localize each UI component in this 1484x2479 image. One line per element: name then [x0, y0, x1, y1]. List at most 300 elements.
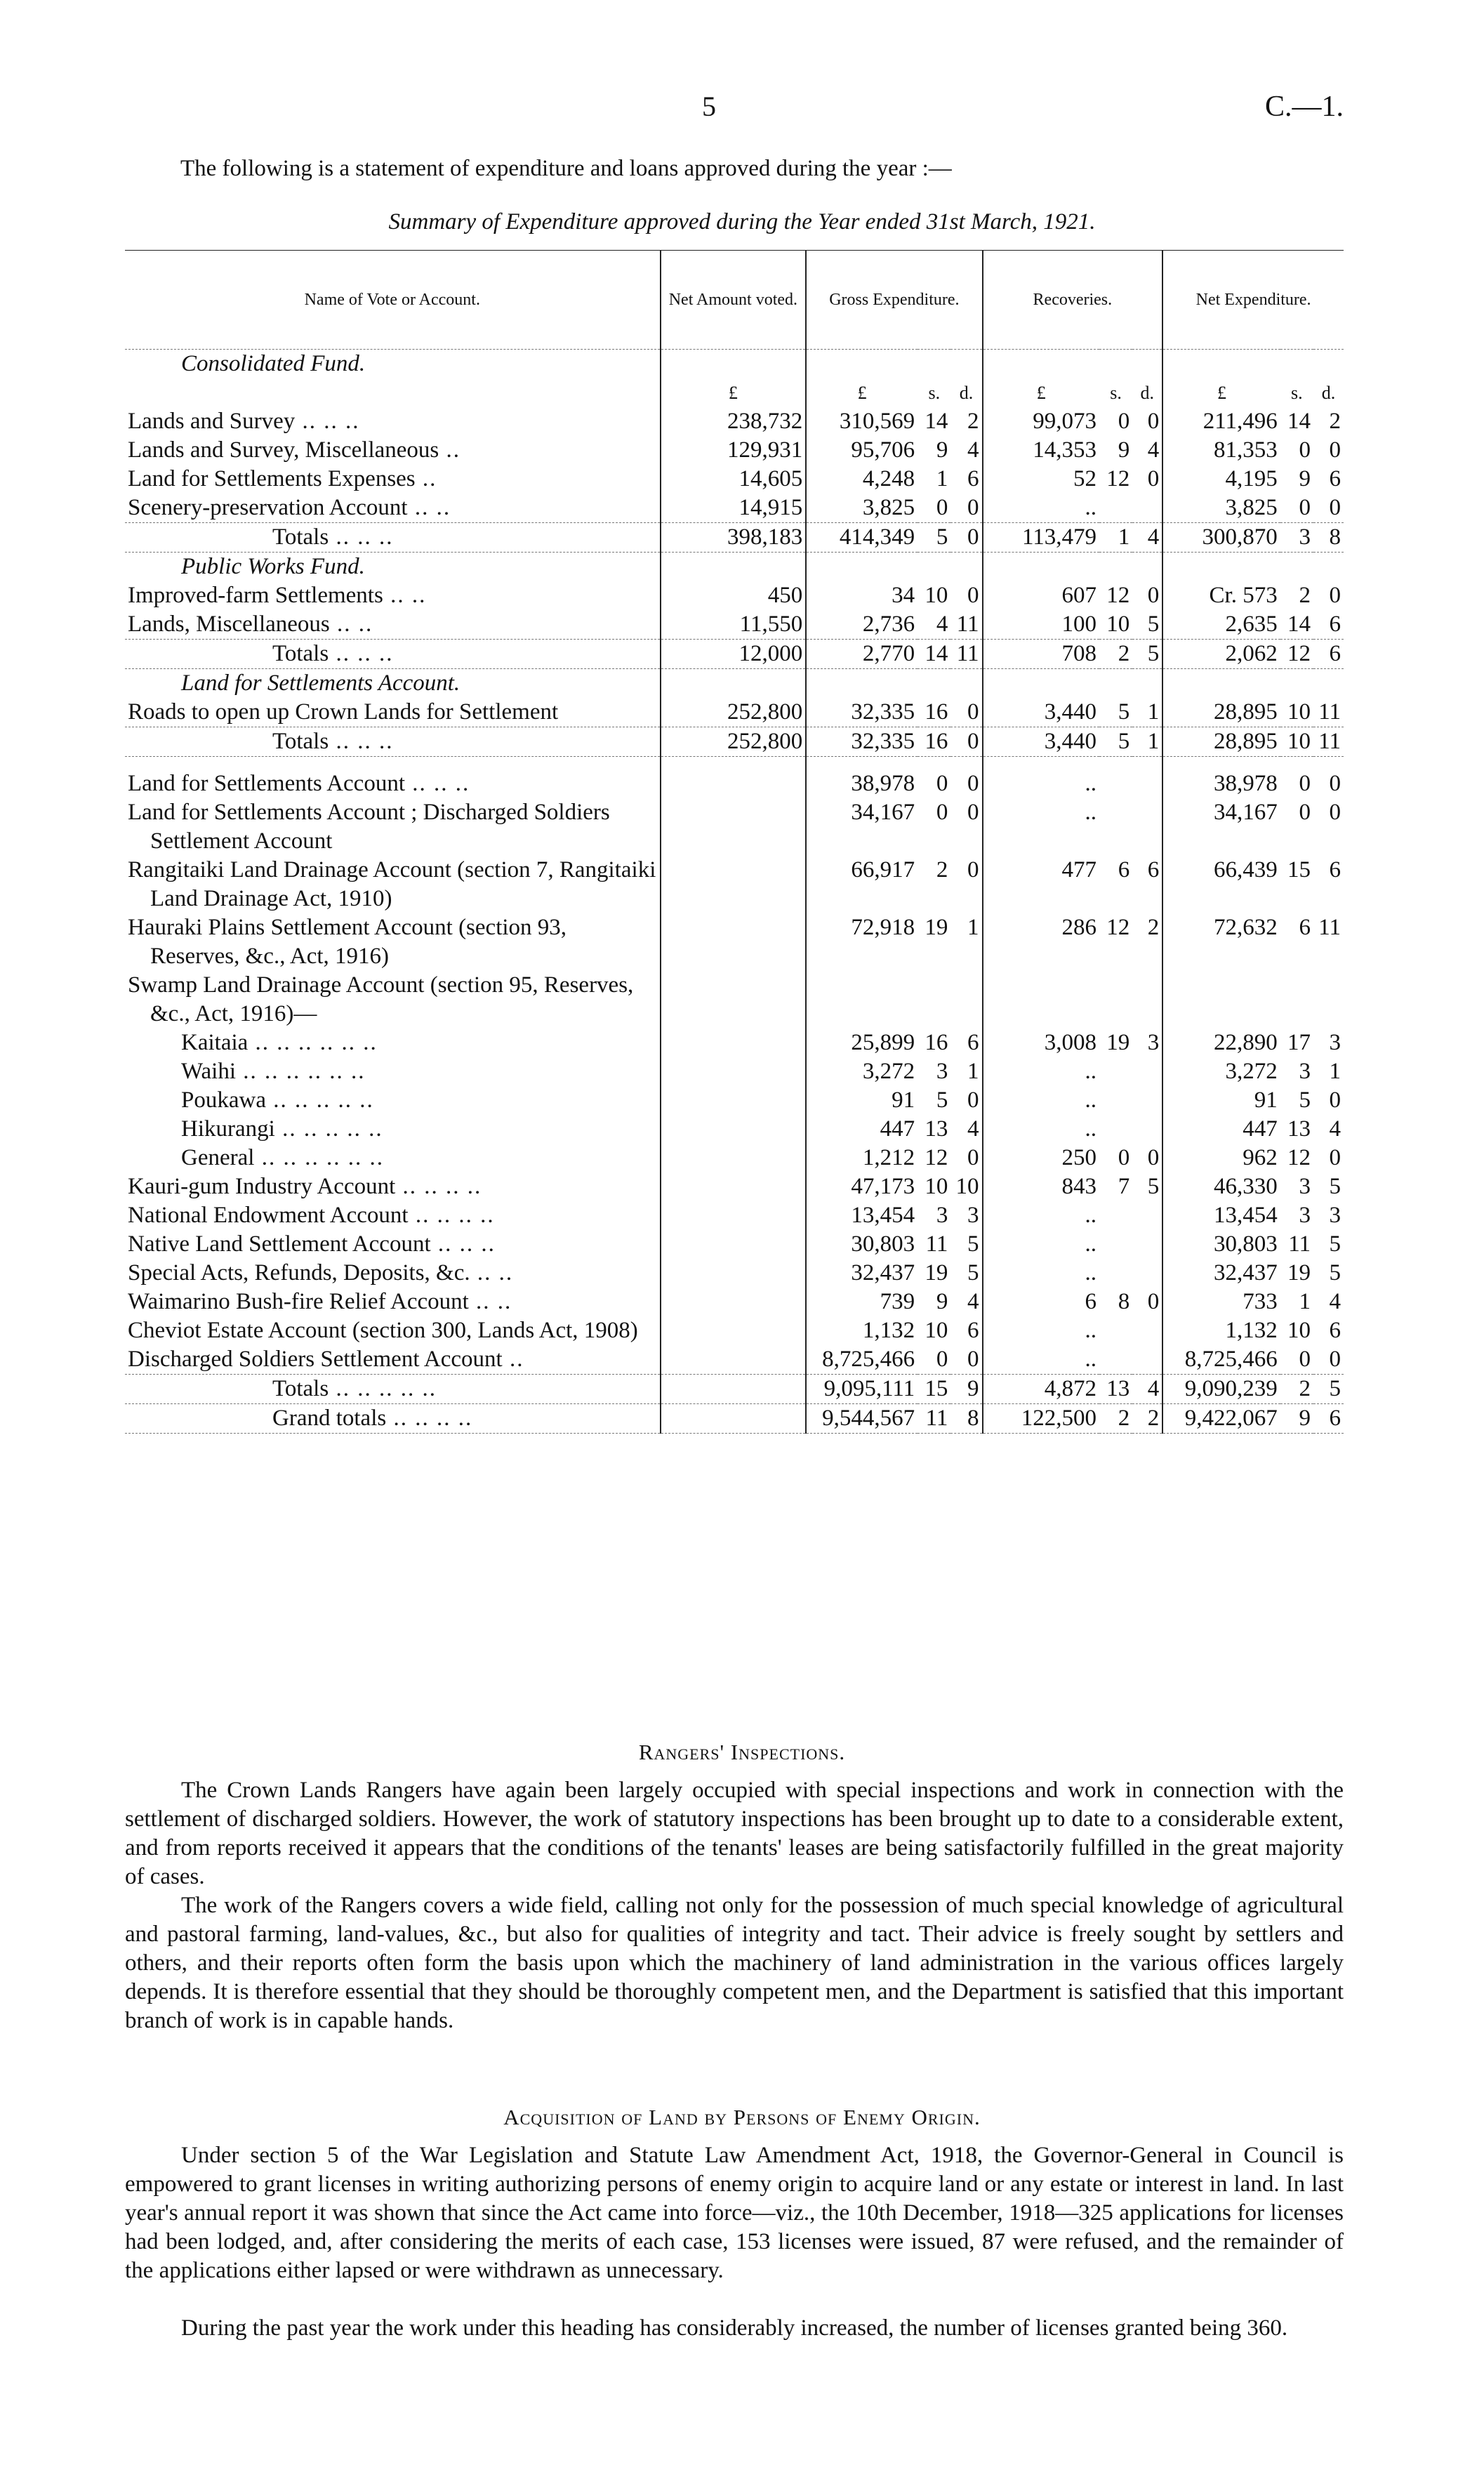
shillings-cell: 3 — [1299, 1174, 1311, 1199]
pence-cell: 9 — [950, 1375, 982, 1404]
pence-cell: 5 — [1132, 640, 1162, 669]
dot-leader: .. .. .. .. — [408, 1203, 495, 1228]
pounds-cell: 477 — [983, 856, 1099, 913]
header-name: Name of Vote or Account. — [125, 251, 661, 350]
empty-cell — [1280, 757, 1313, 770]
row-label — [125, 610, 661, 640]
shillings-cell: 2 — [1099, 640, 1132, 669]
shillings-cell: 19 — [1287, 1260, 1311, 1285]
shillings-cell: 9 — [936, 437, 948, 463]
dot-leader: .. — [415, 466, 437, 491]
pounds-cell: 3,272 — [806, 1057, 917, 1086]
row-label-text: Swamp Land Drainage Account (section 95, Reserves, &c., Act, 1916)— — [128, 972, 634, 1026]
dot-leader: .. .. .. .. .. .. — [248, 1030, 378, 1055]
pounds-cell: .. — [983, 1259, 1099, 1288]
shillings-cell: 15 — [917, 1375, 950, 1404]
pence-cell — [1132, 1057, 1162, 1086]
row-label-text: Special Acts, Refunds, Deposits, &c. — [128, 1260, 470, 1285]
section-title-row — [125, 553, 1344, 582]
pence-cell: 0 — [1147, 409, 1160, 434]
pence-cell: 1 — [1329, 1059, 1341, 1084]
pence-cell: 2 — [967, 409, 979, 434]
table-row — [125, 1115, 1344, 1144]
pence-cell — [1132, 1086, 1162, 1115]
net-voted-cell — [661, 1029, 807, 1057]
pounds-cell: 66,439 — [1162, 856, 1280, 913]
unit-shillings: s. — [928, 383, 941, 403]
header-net-voted: Net Amount voted. — [661, 251, 807, 350]
table-row — [125, 1057, 1344, 1086]
pounds-cell: 66,917 — [806, 856, 917, 913]
pounds-cell: 1,212 — [806, 1144, 917, 1172]
empty-cell — [1162, 553, 1280, 582]
unit-pound: £ — [1162, 378, 1280, 407]
pence-cell: 0 — [1329, 771, 1341, 796]
table-row — [125, 1230, 1344, 1259]
pence-cell: 11 — [956, 612, 979, 637]
pounds-cell: 3,272 — [1162, 1057, 1280, 1086]
pounds-cell: 30,803 — [1162, 1230, 1280, 1259]
pence-cell: 4 — [1132, 523, 1162, 553]
table-row — [125, 1086, 1344, 1115]
pence-cell: 4 — [1329, 1116, 1341, 1142]
pounds-cell: 34 — [806, 581, 917, 610]
pounds-cell: 9,095,111 — [806, 1375, 917, 1404]
empty-cell — [983, 350, 1099, 379]
pounds-cell: 122,500 — [983, 1404, 1099, 1434]
unit-pound: £ — [806, 378, 917, 407]
shillings-cell: 12 — [925, 1145, 948, 1170]
pounds-cell: 32,335 — [806, 698, 917, 727]
totals-row — [125, 727, 1344, 757]
pence-cell: 11 — [1318, 915, 1341, 940]
pence-cell: 8 — [950, 1404, 982, 1434]
row-label-text: Hauraki Plains Settlement Account (section 93, Reserves, &c., Act, 1916) — [128, 915, 567, 969]
pence-cell: 0 — [950, 523, 982, 553]
shillings-cell: 10 — [1106, 612, 1130, 637]
shillings-cell: 15 — [1287, 857, 1311, 882]
net-voted-cell — [661, 1230, 807, 1259]
pence-cell: 6 — [1329, 1318, 1341, 1343]
net-voted-cell — [661, 1404, 807, 1434]
table-row — [125, 1345, 1344, 1375]
net-voted-cell: 252,800 — [661, 727, 807, 757]
pounds-cell: 739 — [806, 1288, 917, 1316]
shillings-cell — [1099, 1086, 1132, 1115]
pence-cell: 0 — [967, 1145, 979, 1170]
pounds-cell: 38,978 — [1162, 769, 1280, 798]
pence-cell: 0 — [967, 1088, 979, 1113]
row-label — [125, 769, 661, 798]
row-label-text: Waimarino Bush-fire Relief Account — [128, 1289, 469, 1314]
section-title-row — [125, 350, 1344, 379]
totals-row — [125, 523, 1344, 553]
pounds-cell: .. — [983, 1230, 1099, 1259]
pounds-cell: 9,544,567 — [806, 1404, 917, 1434]
pence-cell: 6 — [1313, 640, 1344, 669]
shillings-cell — [1099, 1345, 1132, 1375]
dot-leader: .. .. — [383, 583, 427, 608]
table-header-row — [125, 251, 1344, 350]
pence-cell: 1 — [967, 915, 979, 940]
pounds-cell: 99,073 — [983, 407, 1099, 436]
shillings-cell: 10 — [925, 1318, 948, 1343]
shillings-cell: 11 — [925, 1231, 948, 1257]
shillings-cell: 17 — [1287, 1030, 1311, 1055]
empty-cell — [1099, 669, 1132, 699]
pence-cell: 0 — [967, 495, 979, 520]
pounds-cell: 3,825 — [1162, 494, 1280, 523]
pounds-cell: 2,736 — [806, 610, 917, 640]
shillings-cell: 2 — [1099, 1404, 1132, 1434]
pounds-cell: 310,569 — [806, 407, 917, 436]
pounds-cell: 32,437 — [806, 1259, 917, 1288]
pence-cell: 5 — [1147, 612, 1160, 637]
pence-cell: 0 — [1329, 1347, 1341, 1372]
pence-cell: 0 — [1147, 1145, 1160, 1170]
pence-cell: 5 — [1147, 1174, 1160, 1199]
pounds-cell — [806, 971, 917, 1029]
shillings-cell: 19 — [925, 1260, 948, 1285]
shillings-cell: 0 — [1118, 409, 1130, 434]
pounds-cell: 72,632 — [1162, 913, 1280, 971]
row-label — [125, 640, 661, 669]
pounds-cell: 81,353 — [1162, 436, 1280, 465]
net-voted-cell — [661, 553, 807, 582]
row-label — [125, 856, 661, 913]
pence-cell — [950, 971, 982, 1029]
pounds-cell: 13,454 — [806, 1201, 917, 1230]
page-number: 5 — [702, 91, 716, 122]
pence-cell — [1132, 971, 1162, 1029]
pounds-cell: 286 — [983, 913, 1099, 971]
net-voted-cell — [661, 1259, 807, 1288]
shillings-cell: 16 — [917, 727, 950, 757]
row-label-text: Kaitaia — [181, 1030, 249, 1055]
table-row — [125, 1201, 1344, 1230]
pence-cell: 11 — [1318, 699, 1341, 725]
pence-cell: 11 — [1313, 727, 1344, 757]
totals-row — [125, 640, 1344, 669]
empty-cell — [917, 669, 950, 699]
dot-leader: .. .. .. — [405, 771, 470, 796]
shillings-cell: 3 — [936, 1203, 948, 1228]
row-label-text: Roads to open up Crown Lands for Settlement — [128, 699, 559, 725]
spacer-row — [125, 757, 1344, 770]
pounds-cell: 46,330 — [1162, 1172, 1280, 1201]
shillings-cell — [1099, 769, 1132, 798]
totals-row — [125, 1375, 1344, 1404]
pence-cell: 0 — [1329, 800, 1341, 825]
row-label-text: General — [181, 1145, 255, 1170]
pounds-cell: 1,132 — [1162, 1316, 1280, 1345]
shillings-cell — [1099, 1057, 1132, 1086]
pence-cell: 5 — [1329, 1231, 1341, 1257]
net-voted-cell — [661, 1115, 807, 1144]
row-label-text: Native Land Settlement Account — [128, 1231, 431, 1257]
shillings-cell: 4 — [936, 612, 948, 637]
rangers-paragraph-2: The work of the Rangers covers a wide field, calling not only for the possession of much special knowledge of agricultural and pastoral farming, land-values, &c., but also for qualities of integrity and tact. Their advice is freely sought by settlers and others, and their reports often form the basis upon which the machinery of land administration in the various offices largely depends. It is therefore essential that they should be thoroughly competent men, and the Department is satisfied that this important branch of work is in capable hands. — [125, 1893, 1344, 2033]
pounds-cell: 38,978 — [806, 769, 917, 798]
pence-cell: 6 — [1329, 857, 1341, 882]
shillings-cell: 0 — [1118, 1145, 1130, 1170]
shillings-cell: 2 — [1299, 583, 1311, 608]
pounds-cell: 843 — [983, 1172, 1099, 1201]
shillings-cell: 13 — [1099, 1375, 1132, 1404]
empty-cell — [1132, 553, 1162, 582]
pence-cell — [1132, 1230, 1162, 1259]
empty-cell — [1099, 757, 1132, 770]
empty-cell — [917, 757, 950, 770]
shillings-cell: 9 — [1118, 437, 1130, 463]
pence-cell: 2 — [1132, 1404, 1162, 1434]
enemy-origin-paragraph-1: Under section 5 of the War Legislation and Statute Law Amendment Act, 1918, the Governor-General in Council is empowered to grant licenses in writing authorizing persons of enemy origin to acquire land or any estate or interest in land. In last year's annual report it was shown that since the Act came into force—viz., the 10th December, 1918—325 applications for licenses had been lodged, and, after considering the merits of each case, 153 licenses were issued, 87 were refused, and the remainder of the applications either lapsed or were withdrawn as unnecessary. — [125, 2143, 1344, 2283]
empty-cell — [1280, 553, 1313, 582]
pounds-cell: .. — [983, 798, 1099, 856]
net-voted-cell — [661, 350, 807, 379]
dot-leader: .. .. .. .. .. — [274, 1116, 383, 1142]
row-label-text: Totals — [272, 524, 329, 550]
shillings-cell: 14 — [1287, 612, 1311, 637]
pounds-cell: 32,335 — [806, 727, 917, 757]
pence-cell: 5 — [967, 1260, 979, 1285]
shillings-cell — [1099, 494, 1132, 523]
table-row — [125, 436, 1344, 465]
pence-cell: 0 — [1147, 1289, 1160, 1314]
net-voted-cell — [661, 913, 807, 971]
pounds-cell: Cr. 573 — [1162, 581, 1280, 610]
net-voted-cell: 14,605 — [661, 465, 807, 494]
unit-pence: d. — [1140, 383, 1154, 403]
shillings-cell: 10 — [925, 1174, 948, 1199]
shillings-cell: 11 — [917, 1404, 950, 1434]
shillings-cell: 13 — [925, 1116, 948, 1142]
dot-leader: .. .. .. .. .. — [329, 1376, 437, 1401]
pounds-cell: 25,899 — [806, 1029, 917, 1057]
shillings-cell: 16 — [925, 1030, 948, 1055]
net-voted-cell: 238,732 — [661, 407, 807, 436]
net-voted-cell — [661, 1086, 807, 1115]
shillings-cell: 1 — [936, 466, 948, 491]
table-row — [125, 1259, 1344, 1288]
pounds-cell: 300,870 — [1162, 523, 1280, 553]
shillings-cell: 13 — [1287, 1116, 1311, 1142]
shillings-cell: 3 — [1299, 1203, 1311, 1228]
section-title-row — [125, 669, 1344, 699]
table-row — [125, 856, 1344, 913]
row-label — [125, 407, 661, 436]
header-net-expenditure: Net Expenditure. — [1162, 251, 1344, 350]
pence-cell: 2 — [1147, 915, 1160, 940]
pounds-cell: .. — [983, 494, 1099, 523]
pence-cell: 10 — [955, 1174, 979, 1199]
unit-pence: d. — [1321, 383, 1336, 403]
pence-cell: 0 — [967, 771, 979, 796]
empty-cell — [806, 553, 917, 582]
empty-cell — [1313, 669, 1344, 699]
pounds-cell: 100 — [983, 610, 1099, 640]
empty-cell — [1313, 553, 1344, 582]
pounds-cell: 447 — [806, 1115, 917, 1144]
pounds-cell: .. — [983, 1057, 1099, 1086]
pounds-cell: 91 — [806, 1086, 917, 1115]
shillings-cell — [1099, 1201, 1132, 1230]
table-row — [125, 1144, 1344, 1172]
pence-cell — [1313, 971, 1344, 1029]
net-voted-cell: 252,800 — [661, 698, 807, 727]
dot-leader: .. .. .. — [329, 729, 394, 754]
shillings-cell — [1099, 798, 1132, 856]
net-voted-cell: 12,000 — [661, 640, 807, 669]
pounds-cell: 91 — [1162, 1086, 1280, 1115]
shillings-cell: 0 — [936, 495, 948, 520]
dot-leader: .. .. .. — [430, 1231, 496, 1257]
empty-cell — [1280, 669, 1313, 699]
empty-cell — [1313, 757, 1344, 770]
rangers-heading: Rangers' Inspections. — [638, 1740, 846, 1764]
shillings-cell: 10 — [925, 583, 948, 608]
pence-cell — [1132, 1345, 1162, 1375]
empty-cell — [917, 350, 950, 379]
table-row — [125, 494, 1344, 523]
net-voted-cell — [661, 1201, 807, 1230]
shillings-cell: 5 — [1299, 1088, 1311, 1113]
pounds-cell: 13,454 — [1162, 1201, 1280, 1230]
pence-cell: 0 — [1329, 437, 1341, 463]
empty-cell — [1280, 350, 1313, 379]
empty-cell — [661, 757, 807, 770]
shillings-cell: 9 — [936, 1289, 948, 1314]
shillings-cell: 12 — [1106, 915, 1130, 940]
unit-pound: £ — [983, 378, 1099, 407]
net-voted-cell — [661, 769, 807, 798]
empty-cell — [806, 757, 917, 770]
shillings-cell: 3 — [1299, 1059, 1311, 1084]
shillings-cell: 11 — [1288, 1231, 1311, 1257]
row-label-text: Totals — [272, 641, 329, 666]
shillings-cell: 12 — [1280, 640, 1313, 669]
shillings-cell: 19 — [925, 915, 948, 940]
shillings-cell: 14 — [925, 409, 948, 434]
row-label — [125, 581, 661, 610]
dot-leader: .. .. .. .. — [395, 1174, 482, 1199]
net-voted-cell: 11,550 — [661, 610, 807, 640]
dot-leader: .. .. .. — [295, 409, 360, 434]
pounds-cell: 414,349 — [806, 523, 917, 553]
table-row — [125, 1288, 1344, 1316]
pounds-cell: 962 — [1162, 1144, 1280, 1172]
pounds-cell: 6 — [983, 1288, 1099, 1316]
pence-cell: 0 — [967, 583, 979, 608]
row-label — [125, 971, 661, 1029]
pounds-cell: .. — [983, 769, 1099, 798]
pence-cell: 3 — [1329, 1203, 1341, 1228]
table-body — [125, 350, 1344, 1434]
pounds-cell: 2,770 — [806, 640, 917, 669]
pounds-cell: 34,167 — [806, 798, 917, 856]
empty-cell — [983, 757, 1099, 770]
dot-leader: .. — [439, 437, 461, 463]
pence-cell: 2 — [1329, 409, 1341, 434]
row-label — [125, 1086, 661, 1115]
pence-cell: 0 — [1147, 466, 1160, 491]
pounds-cell: 28,895 — [1162, 727, 1280, 757]
shillings-cell: 2 — [1280, 1375, 1313, 1404]
empty-cell — [1162, 757, 1280, 770]
pence-cell: 8 — [1313, 523, 1344, 553]
pence-cell: 4 — [967, 1116, 979, 1142]
empty-cell — [983, 553, 1099, 582]
pence-cell: 6 — [1147, 857, 1160, 882]
pounds-cell: 447 — [1162, 1115, 1280, 1144]
pence-cell: 6 — [967, 1318, 979, 1343]
pence-cell: 0 — [967, 1347, 979, 1372]
pence-cell: 3 — [967, 1203, 979, 1228]
table-row — [125, 769, 1344, 798]
shillings-cell: 2 — [936, 857, 948, 882]
shillings-cell: 0 — [1299, 495, 1311, 520]
pounds-cell: 113,479 — [983, 523, 1099, 553]
pence-cell — [1132, 1115, 1162, 1144]
row-label-text: Lands, Miscellaneous — [128, 612, 330, 637]
unit-shillings: s. — [1110, 383, 1122, 403]
net-voted-cell — [661, 1345, 807, 1375]
row-label — [125, 798, 661, 856]
dot-leader: .. .. — [407, 495, 451, 520]
shillings-cell: 16 — [925, 699, 948, 725]
shillings-cell: 3 — [936, 1059, 948, 1084]
shillings-cell: 0 — [936, 771, 948, 796]
empty-cell — [1132, 350, 1162, 379]
pounds-cell — [1162, 971, 1280, 1029]
row-label — [125, 1404, 661, 1434]
pounds-cell: 8,725,466 — [1162, 1345, 1280, 1375]
table-row — [125, 698, 1344, 727]
pence-cell — [1132, 798, 1162, 856]
pence-cell: 5 — [967, 1231, 979, 1257]
row-label-text: Scenery-preservation Account — [128, 495, 408, 520]
shillings-cell — [917, 971, 950, 1029]
shillings-cell: 9 — [1299, 466, 1311, 491]
pounds-cell: .. — [983, 1345, 1099, 1375]
pounds-cell: 28,895 — [1162, 698, 1280, 727]
public-works-fund-title: Public Works Fund. — [181, 554, 365, 579]
pence-cell: 0 — [1329, 583, 1341, 608]
row-label — [125, 1172, 661, 1201]
net-voted-cell — [661, 1172, 807, 1201]
row-label — [125, 465, 661, 494]
pence-cell: 0 — [967, 857, 979, 882]
row-label — [125, 1057, 661, 1086]
empty-cell — [1132, 669, 1162, 699]
row-label-text: Poukawa — [181, 1088, 266, 1113]
row-label-text: Land for Settlements Account ; Discharged Soldiers Settlement Account — [128, 800, 610, 854]
shillings-cell: 0 — [936, 1347, 948, 1372]
dot-leader: .. .. .. .. — [386, 1406, 473, 1431]
pence-cell: 0 — [1329, 1088, 1341, 1113]
header-recoveries: Recoveries. — [983, 251, 1163, 350]
shillings-cell: 6 — [1299, 915, 1311, 940]
pounds-cell: 4,872 — [983, 1375, 1099, 1404]
empty-cell — [806, 669, 917, 699]
row-label-text: Lands and Survey, Miscellaneous — [128, 437, 439, 463]
shillings-cell: 5 — [1118, 699, 1130, 725]
pounds-cell — [983, 971, 1099, 1029]
shillings-cell: 10 — [1280, 727, 1313, 757]
row-label — [125, 1230, 661, 1259]
pounds-cell: 14,353 — [983, 436, 1099, 465]
pounds-cell: 9,090,239 — [1162, 1375, 1280, 1404]
